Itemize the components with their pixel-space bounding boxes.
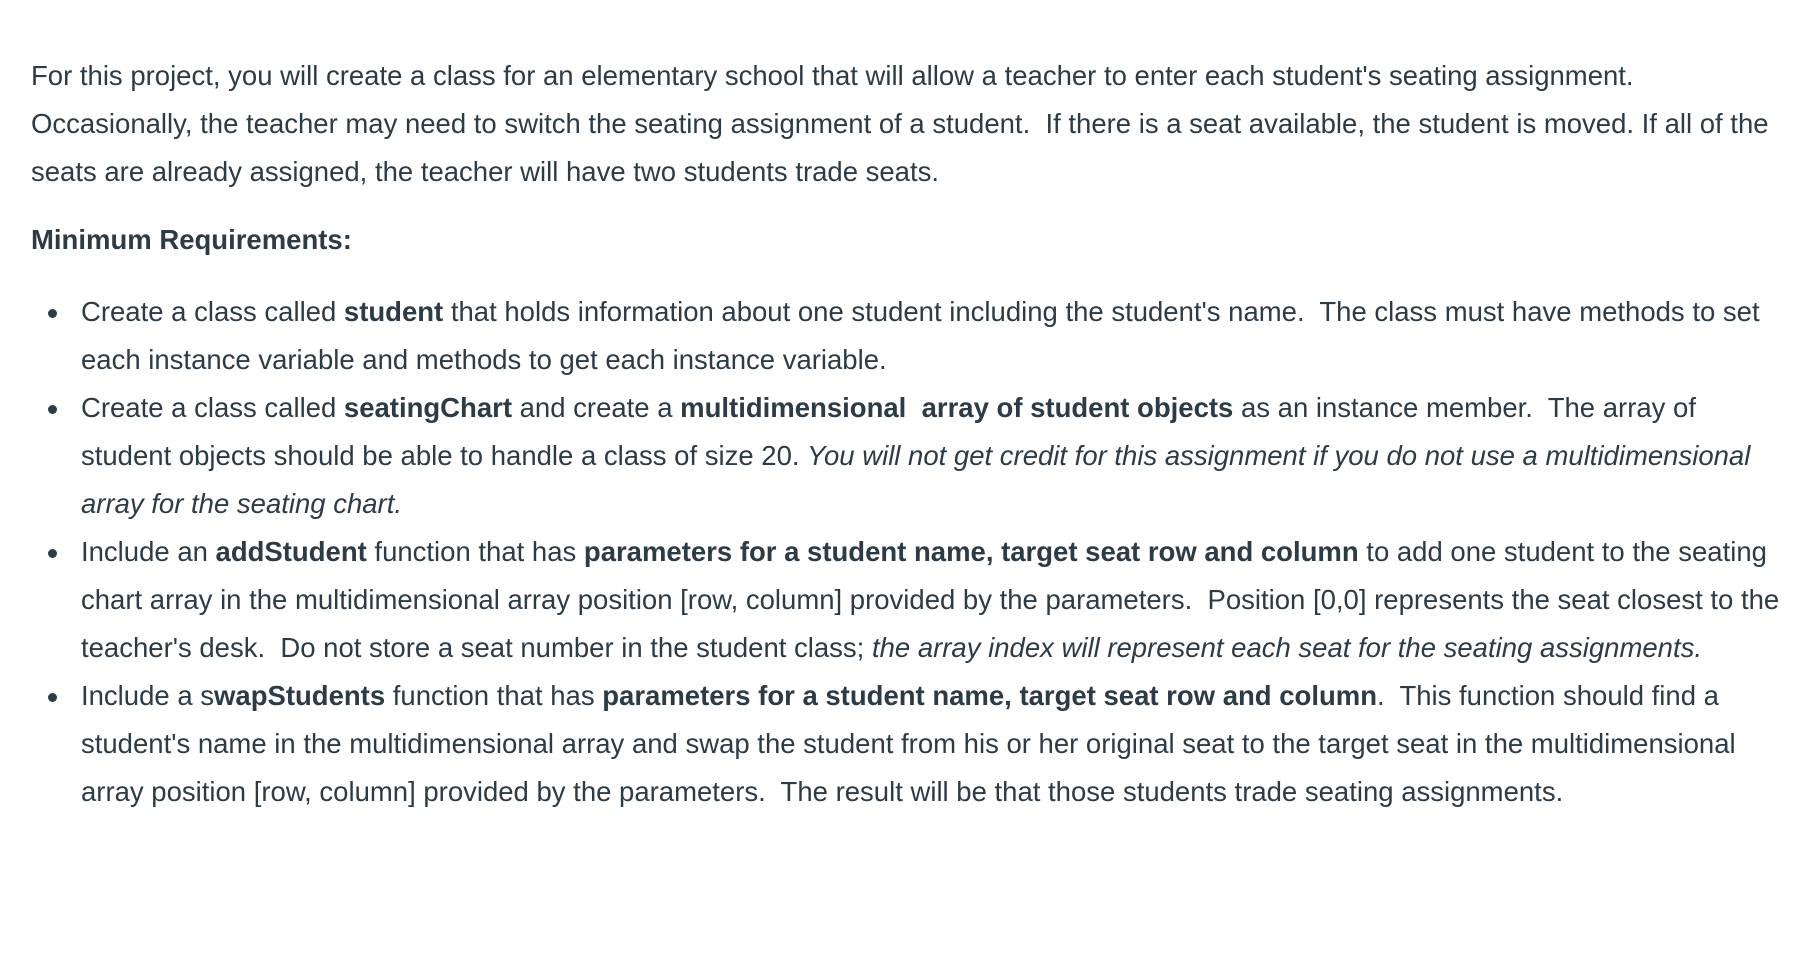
req2-text-1: Create a class called [81,392,344,423]
req3-italic-index: the array index will represent each seat for the seating assignments. [871,632,1702,663]
req1-bold-student: student [343,296,444,327]
req3-text-2: function that has [366,536,584,567]
req3-text-1: Include an [81,536,216,567]
req4-text-3: . This function should find a student's name in the multidimensional array and swap the student from his or her original seat to the target seat in the multidimensional array position [row, column] provided by the parameters. The result will be that those students trade seating assignments. [81,680,1736,807]
req4-bold-swapstudents: wapStudents [214,680,386,711]
req3-text-3: to add one student to the seating chart array in the multidimensional array position [row, column] provided by the parameters. Position [0,0] represents the seat closest to the teacher's desk. Do not store a seat number in the student class; [81,536,1780,663]
intro-paragraph: For this project, you will create a class for an elementary school that will allow a teacher to enter each student's seating assignment. Occasionally, the teacher may need to switch the seating assignment of a student. If there is a seat available, the student is moved. If all of the seats are already assigned, the teacher will have two students trade seats. [31,60,1769,187]
req4-bold-params: parameters for a student name, target seat row and column [602,680,1378,711]
list-item [81,672,1781,816]
requirements-list [31,288,1781,816]
req2-bold-seatingchart: seatingChart [343,392,512,423]
assignment-description [31,52,1781,816]
list-item [81,384,1781,528]
list-item [81,528,1781,672]
req4-text-1: Include a s [81,680,215,711]
req4-text-2: function that has [385,680,603,711]
req2-text-2: and create a [512,392,681,423]
req1-text-1: Create a class called [81,296,344,327]
req2-text-3: as an instance member. The array of student objects should be able to handle a class of size 20. [81,392,1696,471]
req3-bold-params: parameters for a student name, target seat row and column [583,536,1359,567]
list-item [81,288,1781,384]
req2-bold-array: multidimensional array of student objects [680,392,1234,423]
req1-text-2: that holds information about one student including the student's name. The class must have methods to set each instance variable and methods to get each instance variable. [81,296,1760,375]
req3-bold-addstudent: addStudent [215,536,367,567]
requirements-heading: Minimum Requirements: [31,224,352,255]
req2-italic-credit: You will not get credit for this assignment if you do not use a multidimensional array for the seating chart. [81,440,1751,519]
